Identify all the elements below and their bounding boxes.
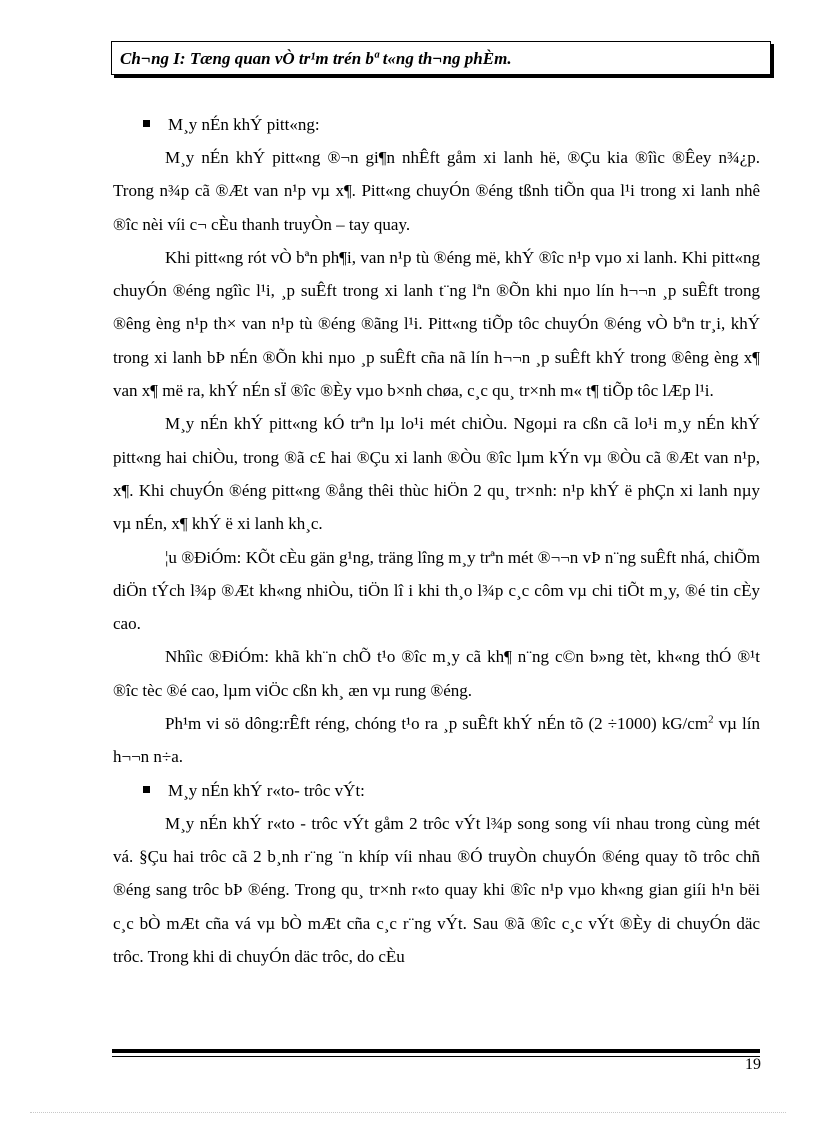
footer-rule-thin (112, 1056, 760, 1057)
paragraph-advantages: ¦u ®ÐiÓm: KÕt cÈu gän g¹ng, träng lîng m¸y trªn mét ®¬¬n vÞ n¨ng suÊft nhá, chiÕm diÖn tÝch l¾p ®Æt kh«ng nhiÒu, tiÖn lî i khi th¸o l¾p c¸c côm vµ chi tiÕt m¸y, ®é tin cÈy cao. (113, 547, 760, 634)
footer-rule (112, 1049, 760, 1053)
paragraph-piston-operation: Khi pitt«ng rót vÒ bªn ph¶i, van n¹p tù ®éng më, khÝ ®îc n¹p vµo xi lanh. Khi pitt«ng chuyÓn ®éng ngîìc l¹i, ¸p suÊft trong xi lanh t¨ng lªn ®Õn khi nµo lín h¬¬n ¸p suÊft trong ®êng èng n¹p th× van n¹p tù ®éng ®ãng l¹i. Pitt«ng tiÕp tôc chuyÓn ®éng vÒ bªn tr¸i, khÝ trong xi lanh bÞ nÉn ®Õn khi nµo ¸p suÊft cña nã lín h¬¬n ¸p suÊft khÝ trong ®êng èng x¶ van x¶ më ra, khÝ nÉn sÏ ®îc ®Èy vµo b×nh chøa, c¸c qu¸ tr×nh m« t¶ tiÕp tôc lÆp l¹i. (113, 247, 760, 401)
paragraph-application-range (113, 707, 760, 774)
page-body (113, 108, 760, 973)
paragraph-disadvantages: Nhîìc ®ÐiÓm: khã kh¨n chÕ t¹o ®îc m¸y cã kh¶ n¨ng c©n b»ng tèt, kh«ng thÓ ®¹t ®îc tèc ®é cao, lµm viÖc cßn kh¸ æn vµ rung ®éng. (113, 647, 760, 700)
paragraph-piston-types: M¸y nÉn khÝ pitt«ng kÓ trªn lµ lo¹i mét chiÒu. Ngoµi ra cßn cã lo¹i m¸y nÉn khÝ pitt«ng hai chiÒu, trong ®ã c£ hai ®Çu xi lanh ®Òu ®îc lµm kÝn vµ ®Òu cã ®Æt van n¹p, x¶. Khi chuyÓn ®éng pitt«ng ®ång thêi thùc hiÖn 2 qu¸ tr×nh: n¹p khÝ ë phÇn xi lanh nµy vµ nÉn, x¶ khÝ ë xi lanh kh¸c. (113, 414, 760, 534)
range-text: Ph¹m vi sö dông:rÊft réng, chóng t¹o ra ¸p suÊft khÝ nÉn tõ (2 ÷1000) kG/cm (165, 714, 709, 734)
square-bullet-icon (143, 786, 150, 793)
superscript: 2 (708, 713, 714, 726)
paragraph-piston-intro: M¸y nÉn khÝ pitt«ng ®¬n gi¶n nhÊft gåm xi lanh hë, ®Çu kia ®îìc ®Êey n¾¿p. Trong n¾p cã ®Æt van n¹p vµ x¶. Pitt«ng chuyÓn ®éng tßnh tiÕn qua l¹i trong xi lanh nhê ®îc nèi víi c¬ cÈu thanh truyÒn – tay quay. (113, 148, 760, 234)
running-header-box (111, 41, 771, 75)
range-text-end: vµ lín h¬¬n n÷a. (113, 714, 760, 767)
bullet-label: M¸y nÉn khÝ pitt«ng: (168, 115, 320, 134)
page-edge-divider (30, 1112, 786, 1113)
paragraph-screw-description: M¸y nÉn khÝ r«to - trôc vÝt gåm 2 trôc vÝt l¾p song song víi nhau trong cùng mét vá. §Çu hai trôc cã 2 b¸nh r¨ng ¨n khíp víi nhau ®Ó truyÒn chuyÓn ®éng quay tõ trôc chñ ®éng sang trôc bÞ ®éng. Trong qu¸ tr×nh r«to quay khi ®îc n¹p vµo kh«ng gian giíi h¹n bëi c¸c bÒ mÆt cña vá vµ bÒ mÆt cña c¸c r¨ng vÝt. Sau ®ã ®îc c¸c vÝt ®Èy di chuyÓn däc trôc. Trong khi di chuyÓn däc trôc, do cÈu (113, 813, 760, 966)
running-header-title: Ch¬ng I: Tæng quan vÒ tr¹m trén bª t«ng th¬ng phÈm. (120, 49, 512, 68)
square-bullet-icon (143, 120, 150, 127)
bullet-label: M¸y nÉn khÝ r«to- trôc vÝt: (168, 780, 365, 800)
page-number: 19 (745, 1056, 761, 1073)
bullet-piston-compressor (113, 108, 760, 141)
bullet-screw-compressor (113, 774, 760, 807)
